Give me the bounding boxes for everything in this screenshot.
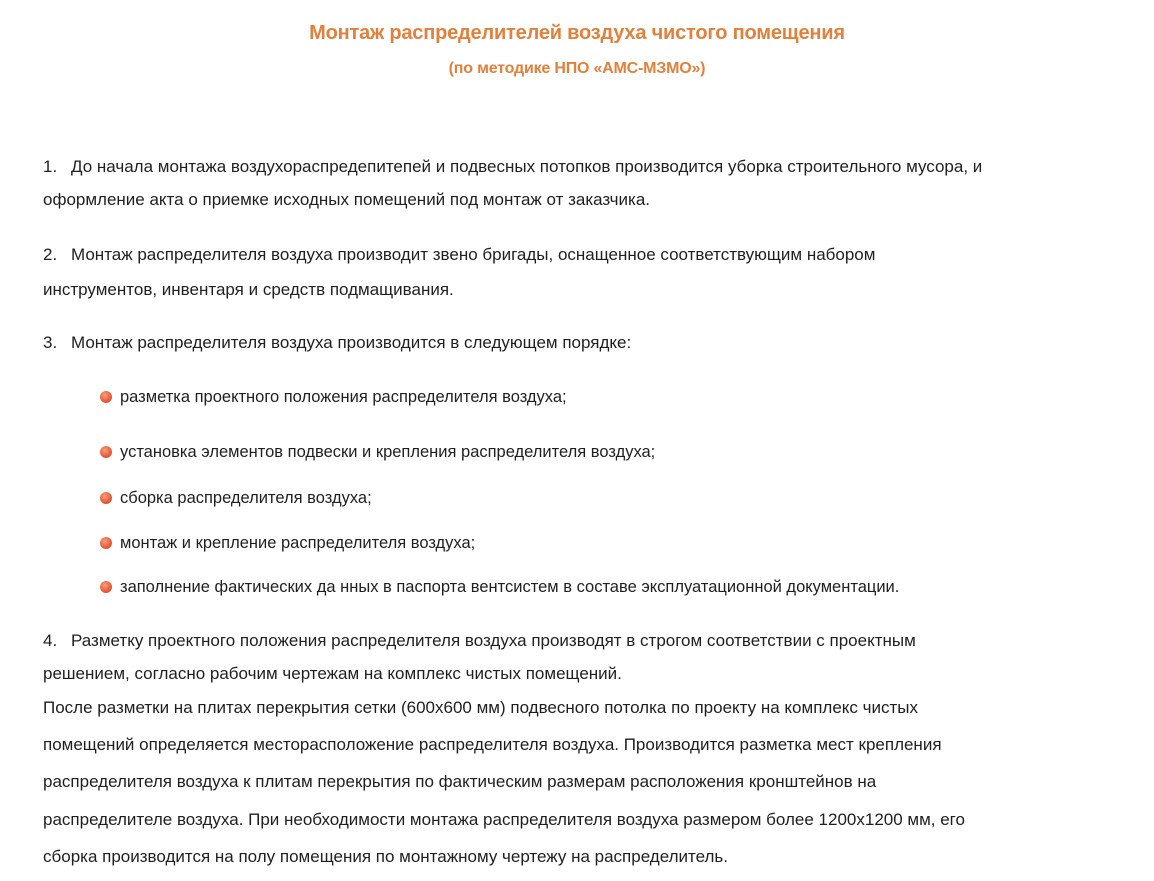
item-2-line-2: инструментов, инвентаря и средств подмащивания. [43,280,454,299]
item-4-line-1 [43,630,916,652]
item-3-text-1: Монтаж распределителя воздуха производится в следующем порядке: [71,333,632,352]
item-2-text-1: Монтаж распределителя воздуха производит звено бригады, оснащенное соответствующим набором [71,245,876,264]
bullet-dot-icon [100,391,112,403]
bullet-text: монтаж и крепление распределителя воздуха; [120,534,476,552]
item-4-line-2: решением, согласно рабочим чертежам на комплекс чистых помещений. [43,664,622,683]
item-4-number: 4. [43,631,58,650]
item-4-text-1: Разметку проектного положения распределителя воздуха производят в строгом соответствии с проектным [71,631,916,650]
bullet-text: заполнение фактических да нных в паспорта вентсистем в составе эксплуатационной документации. [120,578,900,596]
bullet-item [100,487,372,509]
bullet-text: сборка распределителя воздуха; [120,489,372,507]
paragraph-line-2: помещений определяется месторасположение распределителя воздуха. Производится разметка мест крепления [43,735,942,754]
bullet-item [100,532,475,554]
paragraph-line-3: распределителя воздуха к плитам перекрытия по фактическим размерам расположения кронштейнов на [43,772,877,791]
bullet-text: установка элементов подвески и крепления распределителя воздуха; [120,443,656,461]
bullet-item [100,576,899,598]
bullet-item [100,441,655,463]
document-subtitle: (по методике НПО «АМС-МЗМО») [448,60,706,77]
bullet-dot-icon [100,446,112,458]
paragraph-line-4: распределителе воздуха. При необходимости монтажа распределителя воздуха размером более 1200х1200 мм, его [43,810,965,829]
bullet-item [100,386,567,408]
item-2-number: 2. [43,245,58,264]
bullet-text: разметка проектного положения распределителя воздуха; [120,388,567,406]
item-3-number: 3. [43,333,58,352]
item-1-line-2: оформление акта о приемке исходных помещений под монтаж от заказчика. [43,190,650,209]
paragraph-line-1: После разметки на плитах перекрытия сетки (600х600 мм) подвесного потолка по проекту на комплекс чистых [43,698,918,717]
document-title: Монтаж распределителей воздуха чистого помещения [309,22,845,44]
item-1-number: 1. [43,157,58,176]
item-1-text-1: До начала монтажа воздухораспредепитепей и подвесных потопков производится уборка строительного мусора, и [71,157,983,176]
item-1-line-1 [43,156,982,178]
bullet-dot-icon [100,581,112,593]
paragraph-line-5: сборка производится на полу помещения по монтажному чертежу на распределитель. [43,847,729,866]
item-3-line-1 [43,332,631,354]
bullet-dot-icon [100,492,112,504]
bullet-dot-icon [100,537,112,549]
item-2-line-1 [43,244,875,266]
